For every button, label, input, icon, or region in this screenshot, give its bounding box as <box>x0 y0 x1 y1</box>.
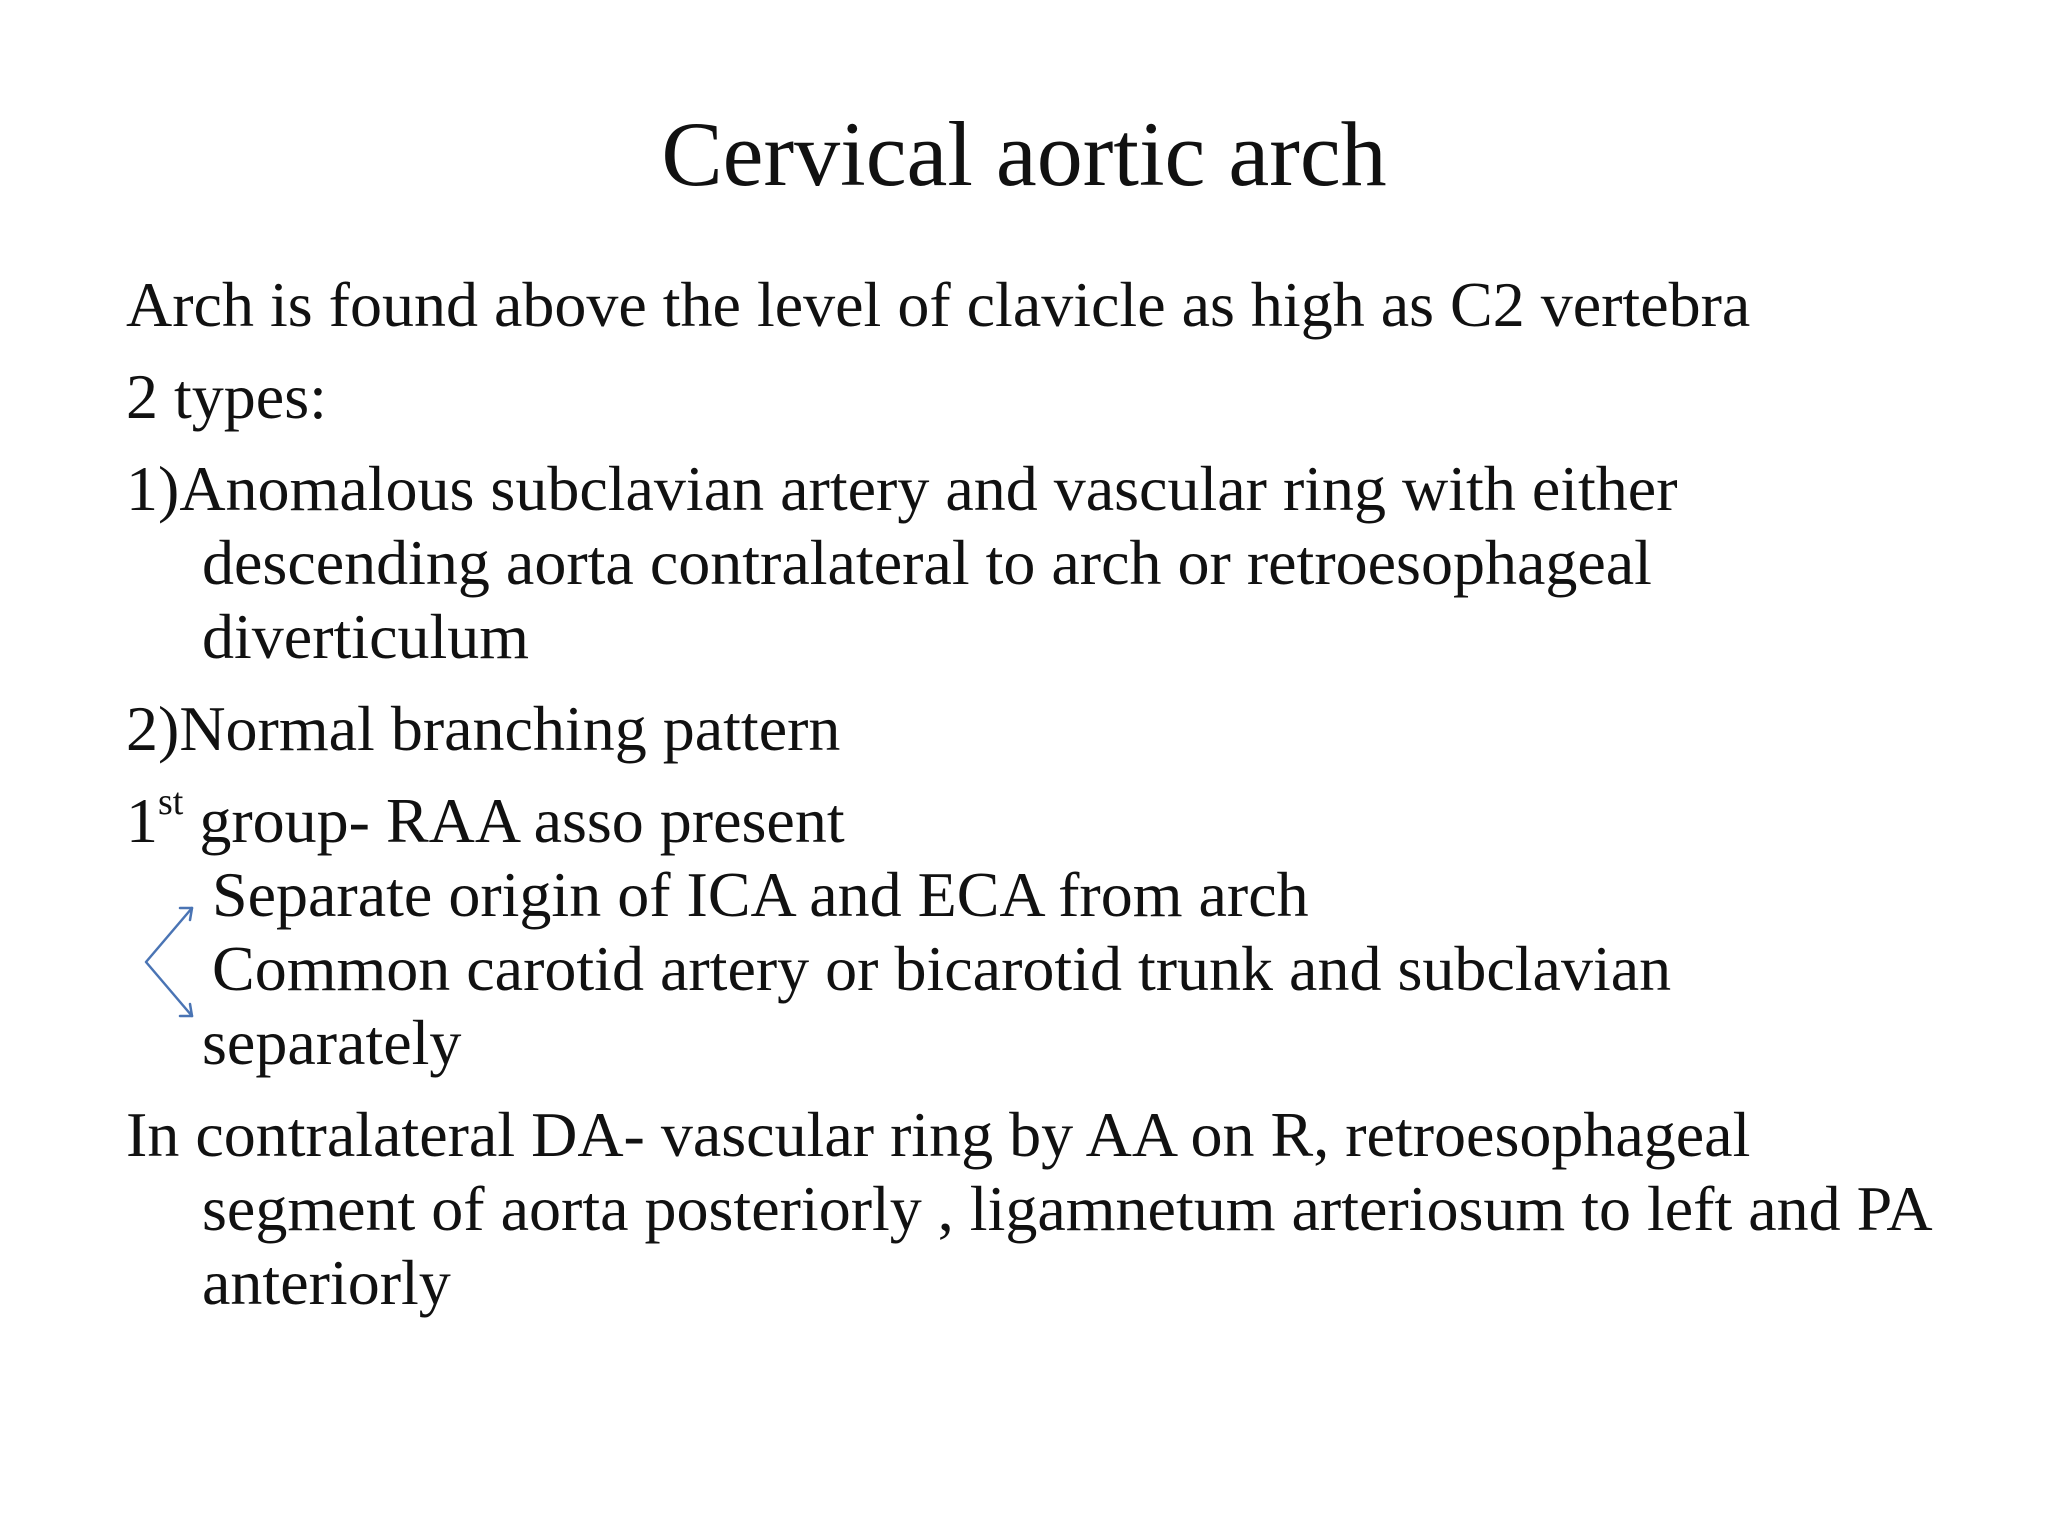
text-line-arch-level: Arch is found above the level of clavicle as high as C2 vertebra <box>126 269 1751 340</box>
text-line-common-carotid: Common carotid artery or bicarotid trunk and subclavian <box>212 933 1672 1004</box>
text-line-type-2: 2)Normal branching pattern <box>126 693 841 764</box>
slide-title: Cervical aortic arch <box>661 103 1387 205</box>
text-line-first-group <box>126 781 1956 858</box>
text-line-common-carotid-cont: separately <box>202 1007 462 1078</box>
text-line-separate-origin: Separate origin of ICA and ECA from arch <box>212 859 1309 930</box>
branch-arrow-icon <box>138 898 202 1028</box>
text-line-contralateral-da: In contralateral DA- vascular ring by AA on R, retroesophageal segment of aorta posteriorly , ligamnetum arteriosum to left and PA anteriorly <box>126 1099 1930 1318</box>
first-group-text: group- RAA asso present <box>183 785 845 856</box>
text-line-type-1: 1)Anomalous subclavian artery and vascular ring with either descending aorta contralateral to arch or retroesophageal diverticulum <box>126 453 1678 672</box>
text-line-types: 2 types: <box>126 361 327 432</box>
slide-body <box>126 268 1956 1320</box>
first-group-superscript: st <box>158 781 184 823</box>
first-group-number: 1 <box>126 785 158 856</box>
